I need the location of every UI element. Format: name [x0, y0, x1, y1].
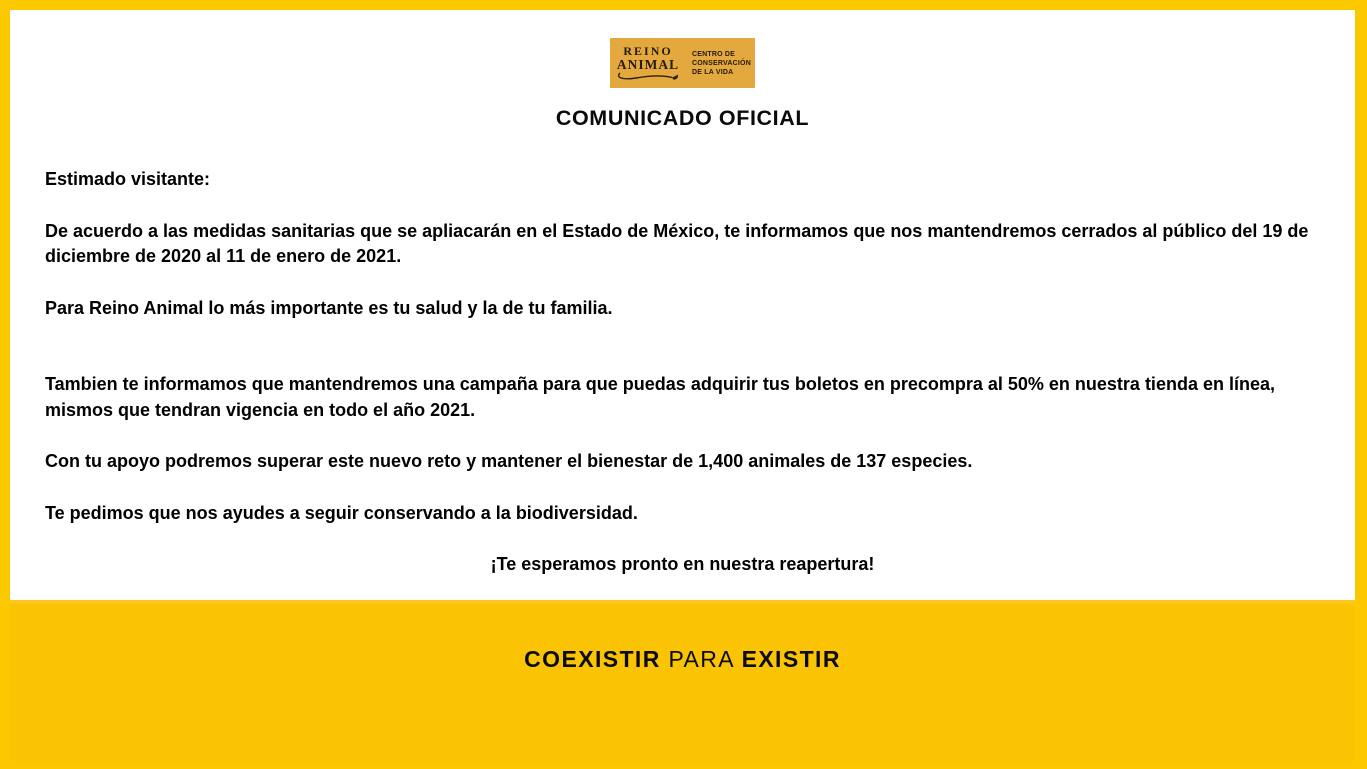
frame-border-left: [0, 0, 10, 769]
notice-body: [10, 167, 1355, 578]
notice-content: [10, 10, 1355, 578]
slogan-word-existir: EXISTIR: [741, 646, 841, 672]
slogan-word-coexistir: COEXISTIR: [524, 646, 661, 672]
paragraph-biodiversity: Te pedimos que nos ayudes a seguir conservando a la biodiversidad.: [45, 502, 638, 523]
logo-tagline-line1: CENTRO DE: [692, 50, 736, 58]
paragraph-animal-welfare: Con tu apoyo podremos superar este nuevo reto y mantener el bienestar de 1,400 animales de 137 especies.: [45, 451, 973, 471]
logo-tagline-line2: CONSERVACIÓN: [692, 59, 751, 67]
paragraph-closure-dates: De acuerdo a las medidas sanitarias que se apliacarán en el Estado de México, te informamos que nos mantendremos cerrados al público del 19 de diciembre de 2020 al 11 de enero de 2021.: [45, 220, 1309, 266]
logo-swash-flourish-icon: [614, 72, 682, 81]
reino-animal-logo: [610, 38, 755, 88]
paragraph-health-priority: Para Reino Animal lo más importante es tu salud y la de tu familia.: [45, 297, 613, 318]
logo-brand-bottom-text: ANIMAL: [616, 56, 680, 72]
paragraph-ticket-campaign: Tambien te informamos que mantendremos una campaña para que puedas adquirir tus boletos en precompra al 50% en nuestra tienda en línea, mismos que tendran vigencia en todo el año 2021.: [45, 374, 1275, 420]
footer-slogan: [10, 646, 1355, 673]
logo-tagline-line3: DE LA VIDA: [692, 68, 734, 76]
logo-brand-top-text: REINO: [623, 43, 673, 58]
greeting-text: Estimado visitante:: [45, 169, 211, 189]
logo-brand-wordmark: [614, 45, 682, 82]
slogan-word-para: PARA: [668, 646, 734, 672]
logo-tagline: [692, 50, 751, 77]
page-title: COMUNICADO OFICIAL: [555, 106, 810, 130]
frame-border-right: [1355, 0, 1367, 769]
footer-banner: [10, 600, 1355, 761]
frame-border-bottom: [0, 761, 1367, 769]
closing-text: ¡Te esperamos pronto en nuestra reapertura!: [490, 554, 875, 574]
frame-border-top: [0, 0, 1367, 10]
